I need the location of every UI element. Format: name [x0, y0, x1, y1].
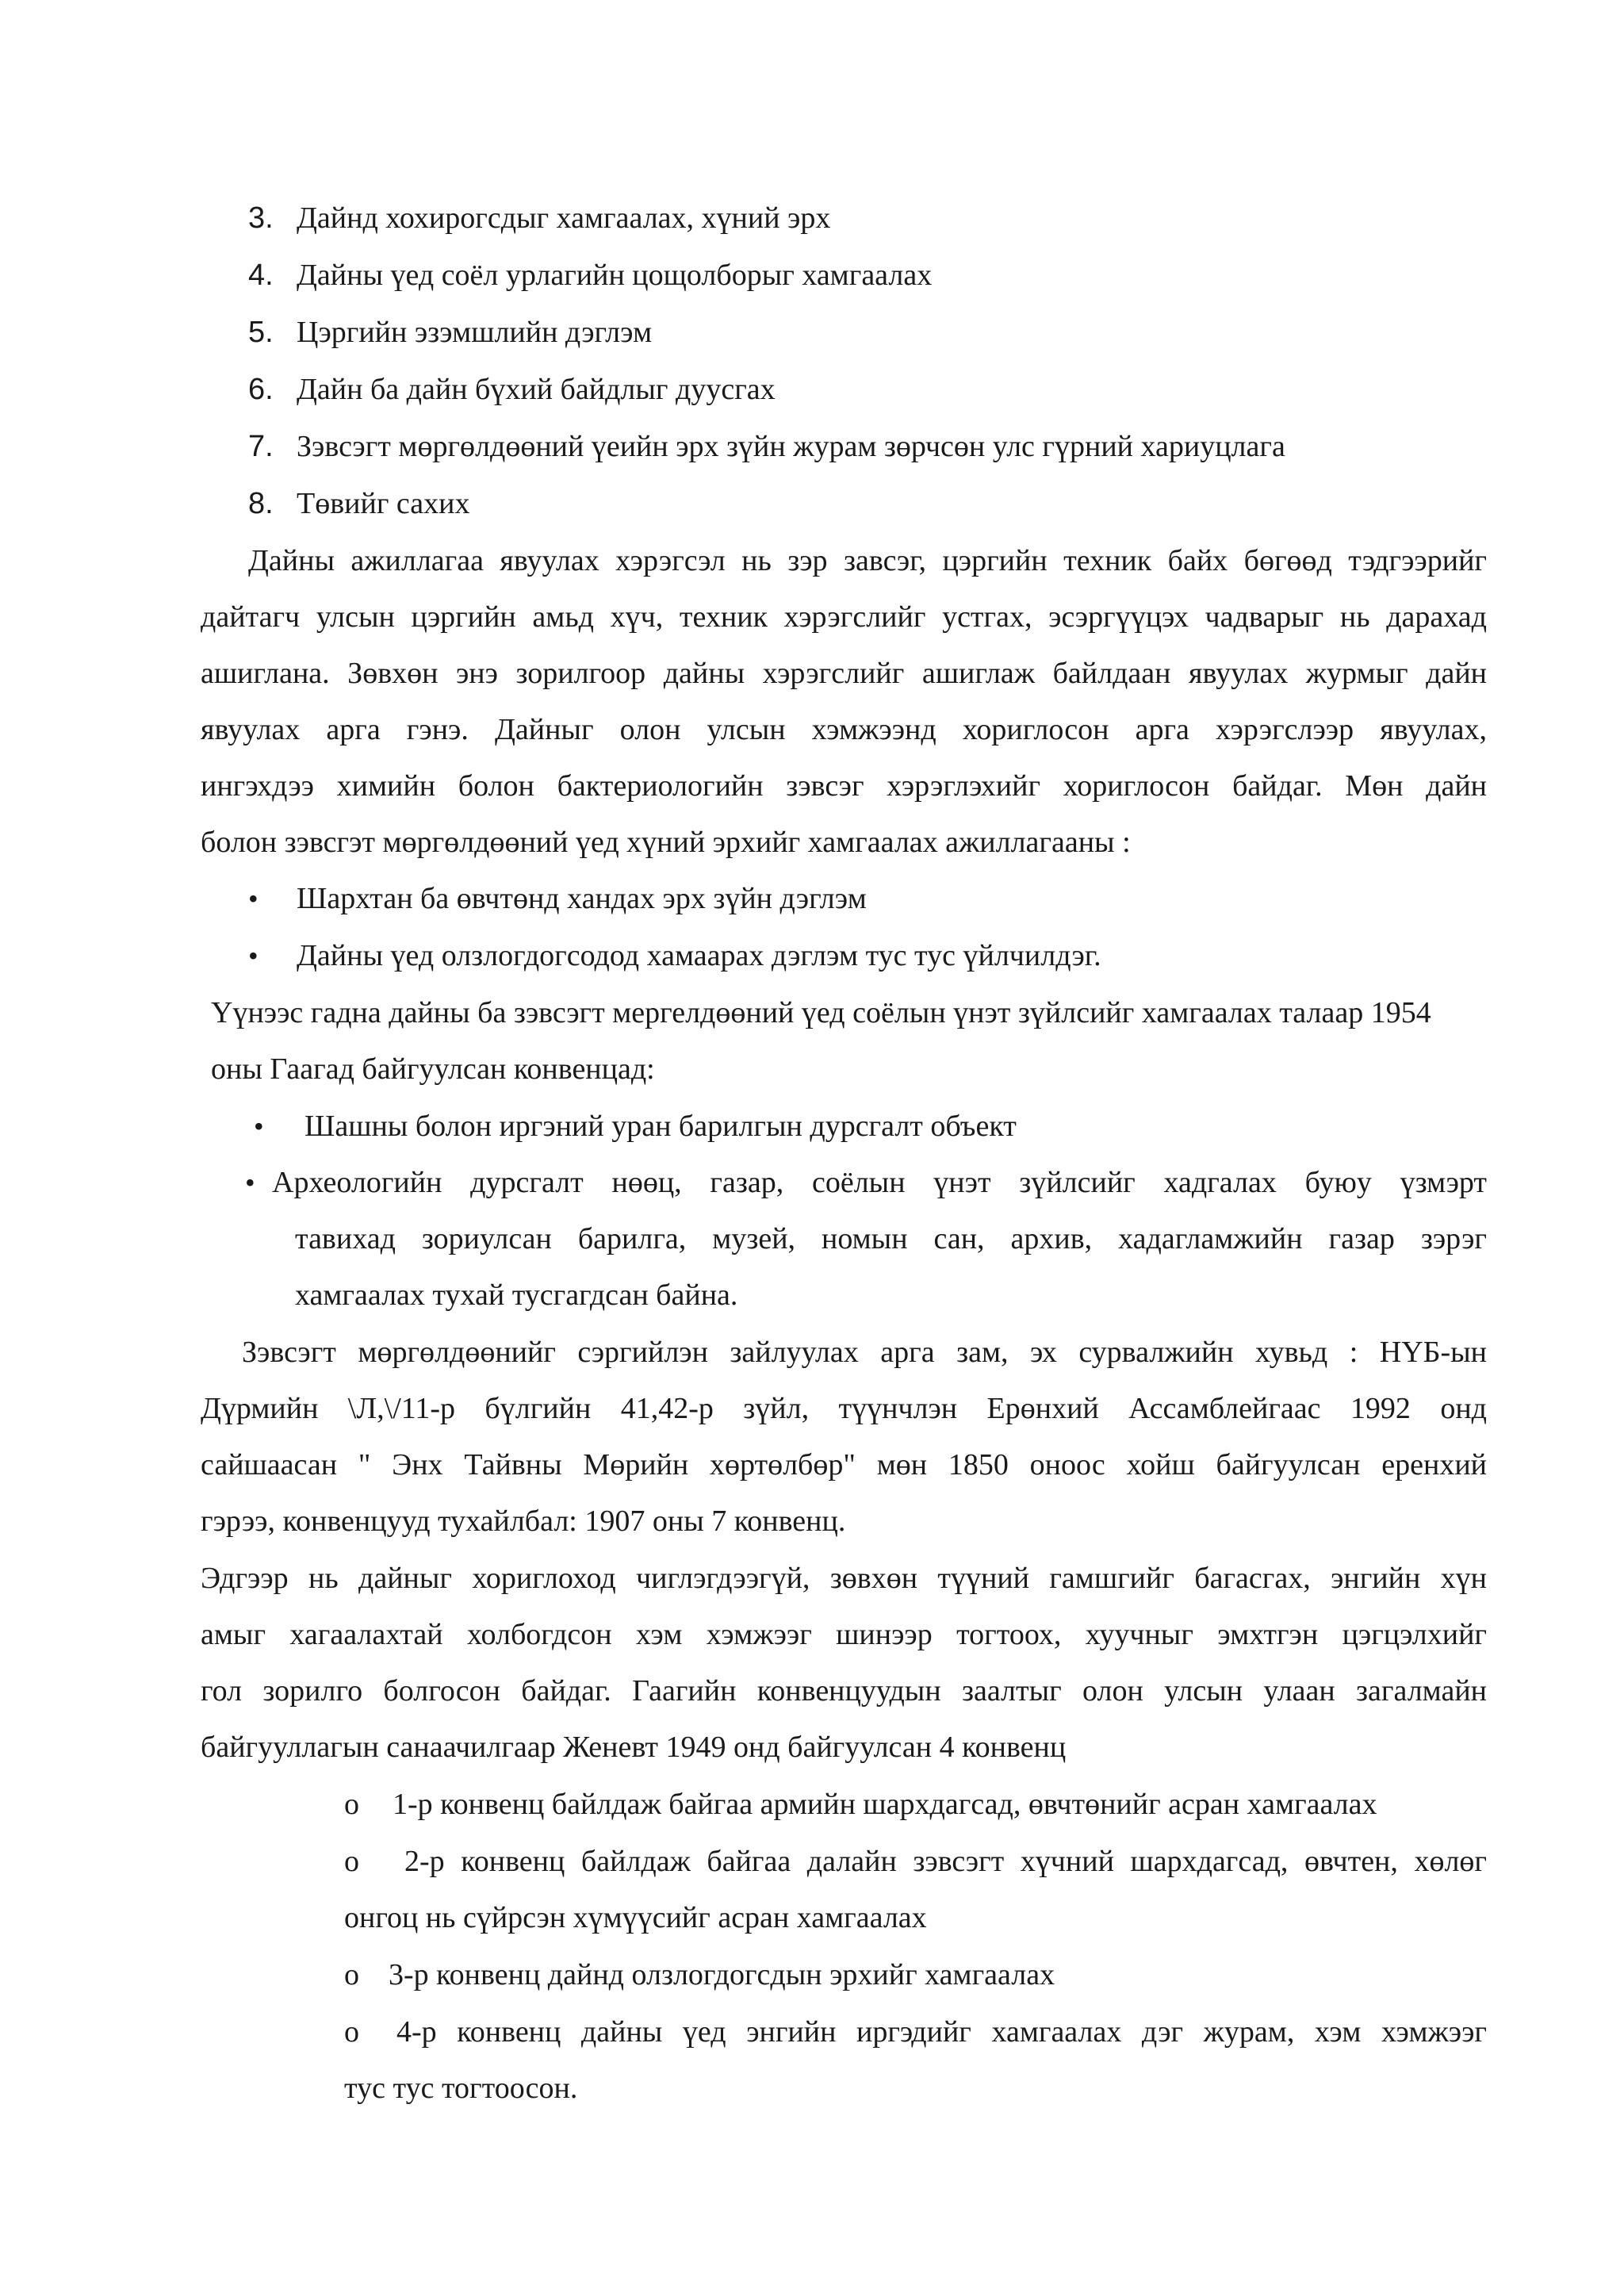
- list-item: 1-р конвенц байлдаж байгаа армийн шархдагсад, өвчтөнийг асран хамгаалах: [393, 1788, 1377, 1821]
- bullet-item: Шархтан ба өвчтөнд хандах эрх зүйн дэглэм: [297, 882, 867, 915]
- list-marker: o: [344, 1845, 359, 1878]
- list-item-line: 4-р конвенц дайны үед энгийн иргэдийг хамгаалах дэг журам, хэм хэмжээг: [396, 2015, 1487, 2049]
- list-number: 8.: [248, 487, 274, 520]
- list-item-line: тус тус тогтоосон.: [344, 2072, 578, 2105]
- paragraph-line: Эдгээр нь дайныг хориглоход чиглэгдээгүй, зөвхөн түүний гамшгийг багасгах, энгийн хүн: [201, 1562, 1487, 1595]
- list-number: 3.: [248, 201, 274, 235]
- paragraph-line: Дүрмийн \Л,\/11-р бүлгийн 41,42-р зүйл, түүнчлэн Ерөнхий Ассамблейгаас 1992 онд: [201, 1392, 1487, 1425]
- paragraph-line: амыг хагаалахтай холбогдсон хэм хэмжээг шинээр тогтоох, хуучныг эмхтгэн цэгцэлхийг: [201, 1618, 1487, 1651]
- list-item: Төвийг сахих: [297, 487, 470, 520]
- paragraph-line: гэрээ, конвенцууд тухайлбал: 1907 оны 7 конвенц.: [201, 1504, 846, 1538]
- list-item: Зэвсэгт мөргөлдөөний үеийн эрх зүйн журам зөрчсөн улс гүрний хариуцлага: [297, 430, 1285, 463]
- paragraph-line: болон зэвсгэт мөргөлдөөний үед хүний эрхийг хамгаалах ажиллагааны :: [201, 826, 1131, 859]
- list-marker: o: [344, 1958, 359, 1991]
- paragraph-line: ингэхдээ химийн болон бактериологийн зэвсэг хэрэглэхийг хориглосон байдаг. Мөн дайн: [201, 769, 1487, 803]
- list-item-line: 2-р конвенц байлдаж байгаа далайн зэвсэгт хүчний шархдагсад, өвчтен, хөлөг: [404, 1845, 1487, 1878]
- paragraph-line: ашиглана. Зөвхөн энэ зорилгоор дайны хэрэгслийг ашиглаж байлдаан явуулах журмыг дайн: [201, 657, 1487, 690]
- paragraph-line: Үүнээс гадна дайны ба зэвсэгт мергелдөөний үед соёлын үнэт зүйлсийг хамгаалах талаар 1954: [211, 996, 1431, 1029]
- paragraph-line: байгууллагын санаачилгаар Женевт 1949 онд байгуулсан 4 конвенц: [201, 1731, 1067, 1764]
- bullet-item: Шашны болон иргэний уран барилгын дурсгалт объект: [304, 1110, 1017, 1143]
- bullet-marker: •: [248, 940, 259, 972]
- list-number: 7.: [248, 430, 274, 463]
- bullet-marker: •: [254, 1110, 264, 1142]
- paragraph-line: Дайны ажиллагаа явуулах хэрэгсэл нь зэр завсэг, цэргийн техник байх бөгөөд тэдгээрийг: [248, 544, 1487, 577]
- paragraph-line: явуулах арга гэнэ. Дайныг олон улсын хэмжээнд хориглосон арга хэрэгслээр явуулах,: [201, 713, 1487, 746]
- paragraph-line: сайшаасан " Энх Тайвны Мөрийн хөртөлбөр" мөн 1850 оноос хойш байгуулсан еренхий: [201, 1448, 1487, 1481]
- paragraph-line: оны Гаагад байгуулсан конвенцад:: [211, 1052, 655, 1086]
- list-number: 4.: [248, 259, 274, 292]
- paragraph-line: гол зорилго болгосон байдаг. Гаагийн конвенцуудын заалтыг олон улсын улаан загалмайн: [201, 1674, 1487, 1708]
- bullet-item-line: Археологийн дурсгалт нөөц, газар, соёлын үнэт зүйлсийг хадгалах буюу үзмэрт: [272, 1166, 1487, 1199]
- bullet-item-line: хамгаалах тухай тусгагдсан байна.: [295, 1278, 738, 1312]
- list-number: 6.: [248, 373, 274, 406]
- list-item-line: онгоц нь сүйрсэн хүмүүсийг асран хамгаалах: [344, 1901, 927, 1934]
- list-item: Дайны үед соёл урлагийн цощолборыг хамгаалах: [297, 259, 933, 292]
- paragraph-line: Зэвсэгт мөргөлдөөнийг сэргийлэн зайлуулах арга зам, эх сурвалжийн хувьд : НҮБ-ын: [242, 1336, 1487, 1369]
- list-marker: o: [344, 1788, 359, 1821]
- list-item: Дайнд хохирогсдыг хамгаалах, хүний эрх: [297, 201, 831, 235]
- bullet-item-line: тавихад зориулсан барилга, музей, номын сан, архив, хадагламжийн газар зэрэг: [295, 1222, 1487, 1255]
- list-item: 3-р конвенц дайнд олзлогдогсдын эрхийг хамгаалах: [389, 1958, 1055, 1991]
- list-number: 5.: [248, 316, 274, 349]
- bullet-item: Дайны үед олзлогдогсодод хамаарах дэглэм тус тус үйлчилдэг.: [297, 939, 1101, 972]
- list-item: Цэргийн эзэмшлийн дэглэм: [297, 316, 653, 349]
- paragraph-line: дайтагч улсын цэргийн амьд хүч, техник хэрэгслийг устгах, эсэргүүцэх чадварыг нь дарахад: [201, 600, 1487, 634]
- list-item: Дайн ба дайн бүхий байдлыг дуусгах: [297, 373, 776, 406]
- bullet-marker: •: [248, 883, 259, 914]
- bullet-marker: •: [245, 1167, 255, 1198]
- list-marker: o: [344, 2015, 359, 2049]
